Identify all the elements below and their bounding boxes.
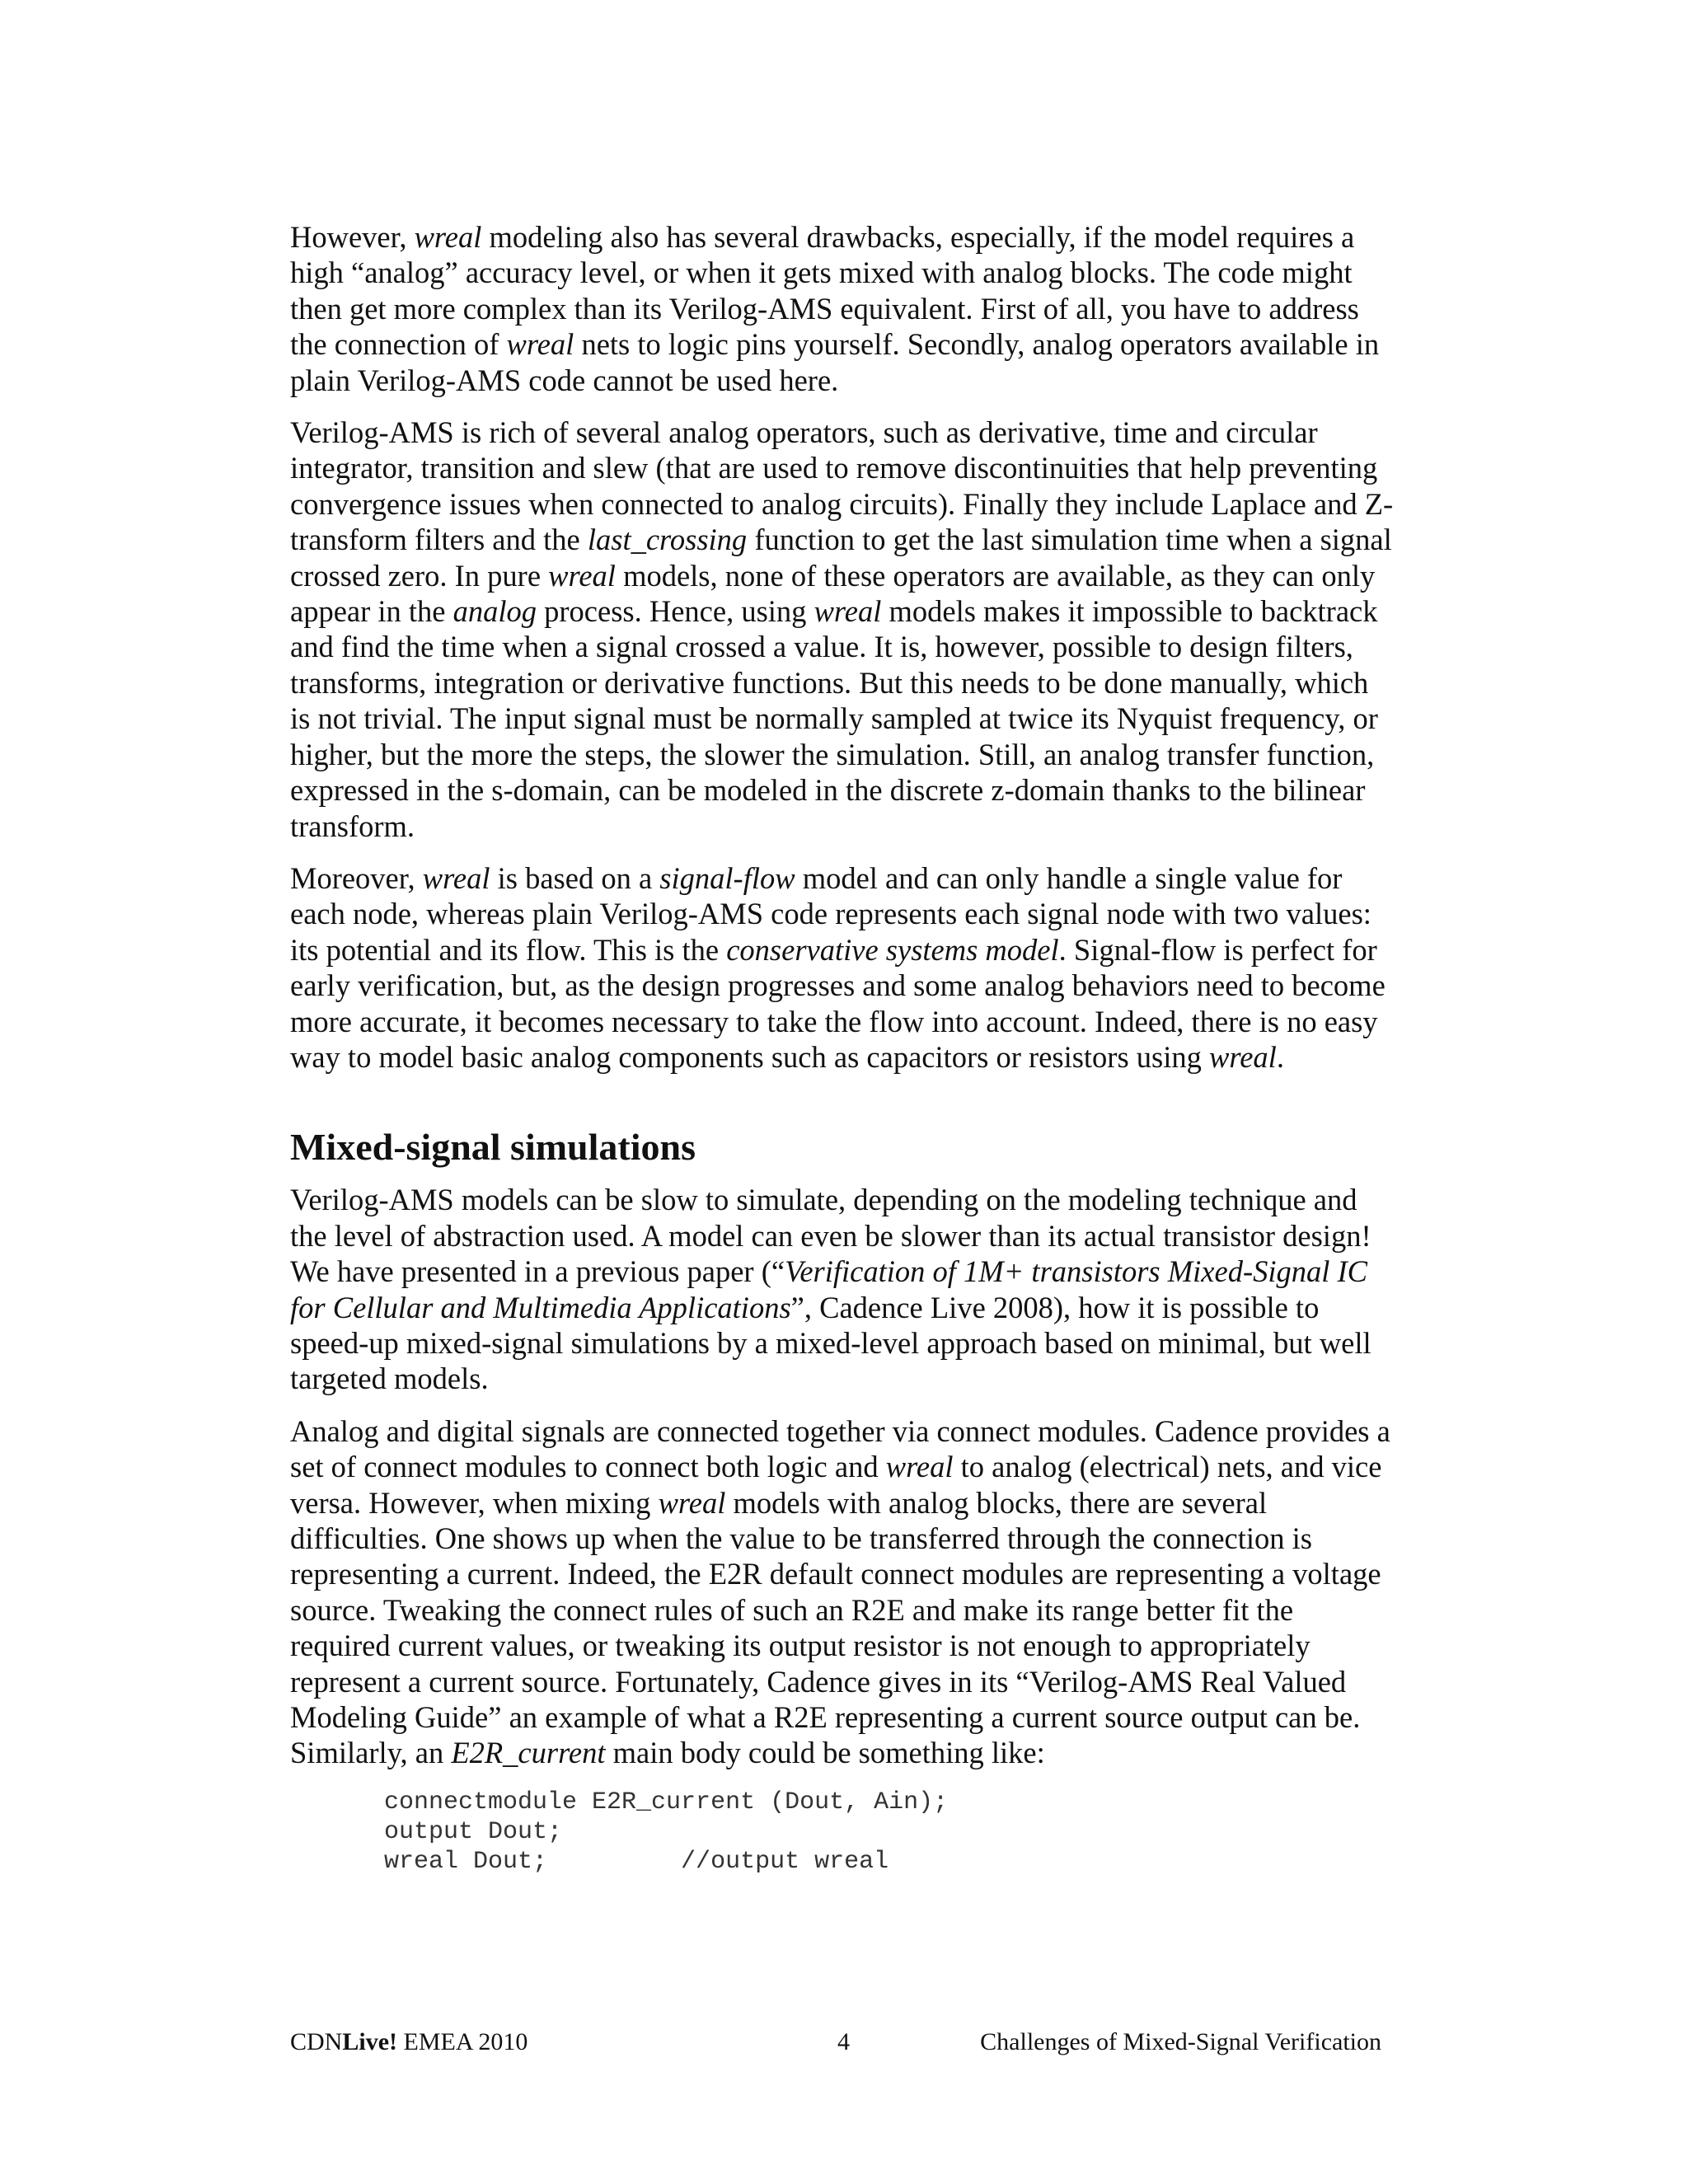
italic-term: wreal (885, 1450, 954, 1484)
text-run: Verilog-AMS is rich of several analog operators, such as derivative, time and circular integrator, transition and slew (that are used to remove discontinuities that help preventing convergence issues when connected to analog circuits). Finally they include Laplace and Z-transform filters and the (290, 415, 1394, 557)
italic-term: last_crossing (587, 523, 748, 557)
italic-term: conservative systems model (726, 932, 1059, 967)
text-run: process. Hence, using (537, 594, 814, 629)
paragraph (290, 860, 1395, 1075)
code-line: wreal Dout; //output wreal (384, 1847, 889, 1876)
italic-term: wreal (814, 594, 882, 629)
text-run: models makes it impossible to backtrack and find the time when a signal crossed a value. It is, however, possible to design filters, transforms, integration or derivative functions. But this needs to be done manually, which is not trivial. The input signal must be normally sampled at twice its Nyquist frequency, or higher, but the more the steps, the slower the simulation. Still, an analog transfer function, expressed in the s-domain, can be modeled in the discrete z-domain thanks to the bilinear transform. (290, 594, 1378, 843)
text-run: to analog (electrical) nets, and vice versa. However, when mixing (290, 1450, 1382, 1520)
italic-term: wreal (658, 1485, 726, 1520)
code-block (384, 1788, 1395, 1877)
text-run: However, (290, 220, 415, 254)
text-run: main body could be something like: (605, 1736, 1045, 1770)
document-body (290, 219, 1395, 1877)
italic-term: wreal (506, 327, 574, 362)
italic-term: wreal (414, 220, 482, 254)
footer-conference: CDNLive! EMEA 2010 (290, 2028, 528, 2055)
section-heading: Mixed-signal simulations (290, 1126, 696, 1169)
page-number: 4 (837, 2028, 850, 2055)
italic-term: signal-flow (659, 860, 795, 895)
text-run: nets to logic pins yourself. Secondly, analog operators available in plain Verilog-AMS code cannot be used here. (290, 327, 1380, 397)
text-run: models, none of these operators are available, as they can only appear in the (290, 558, 1376, 629)
italic-term: E2R_current (451, 1736, 606, 1770)
text-run: models with analog blocks, there are several difficulties. One shows up when the value to be transferred through the connection is representing a current. Indeed, the E2R default connect modules are representing a voltage source. Tweaking the connect rules of such an R2E and make its range better fit the required current values, or tweaking its output resistor is not enough to appropriately represent a current source. Fortunately, Cadence gives in its “Verilog-AMS Real Valued Modeling Guide” an example of what a R2E representing a current source output can be. Similarly, an (290, 1485, 1381, 1770)
footer-title: Challenges of Mixed-Signal Verification (980, 2028, 1381, 2055)
paragraph (290, 1182, 1395, 1396)
code-line: connectmodule E2R_current (Dout, Ain); (384, 1788, 949, 1816)
italic-term: wreal (548, 558, 616, 593)
text-run: is based on a (490, 860, 660, 895)
italic-term: wreal (422, 860, 490, 895)
italic-term: wreal (1209, 1039, 1277, 1074)
text-run: . (1276, 1039, 1284, 1074)
text-run: . Signal-flow is perfect for early verification, but, as the design progresses and some analog behaviors need to become more accurate, it becomes necessary to take the flow into account. Indeed, there is no easy way to model basic analog components such as capacitors or resistors using (290, 932, 1386, 1074)
text-run: ”, Cadence Live 2008), how it is possible to speed-up mixed-signal simulations by a mixed-level approach based on minimal, but well targeted models. (290, 1290, 1372, 1396)
paragraph (290, 415, 1395, 844)
text-run: model and can only handle a single value for each node, whereas plain Verilog-AMS code represents each signal node with two values: its potential and its flow. This is the (290, 860, 1372, 967)
text-run: Verilog-AMS models can be slow to simulate, depending on the modeling technique and the level of abstraction used. A model can even be slower than its actual transistor design! We have presented in a previous paper (“ (290, 1183, 1372, 1289)
paragraphs-top (290, 219, 1395, 1075)
paragraph (290, 219, 1395, 398)
italic-term: Verification of 1M+ transistors Mixed-Signal IC for Cellular and Multimedia Applications (290, 1254, 1368, 1324)
text-run: function to get the last simulation time when a signal crossed zero. In pure (290, 523, 1392, 593)
text-run: modeling also has several drawbacks, especially, if the model requires a high “analog” accuracy level, or when it gets mixed with analog blocks. The code might then get more complex than its Verilog-AMS equivalent. First of all, you have to address the connection of (290, 220, 1359, 362)
code-line: output Dout; (384, 1817, 563, 1846)
text-run: Analog and digital signals are connected together via connect modules. Cadence provides a set of connect modules to connect both logic and (290, 1413, 1390, 1484)
text-run: Moreover, (290, 860, 423, 895)
italic-term: analog (452, 594, 537, 629)
paragraphs-bottom (290, 1182, 1395, 1771)
paragraph (290, 1413, 1395, 1771)
